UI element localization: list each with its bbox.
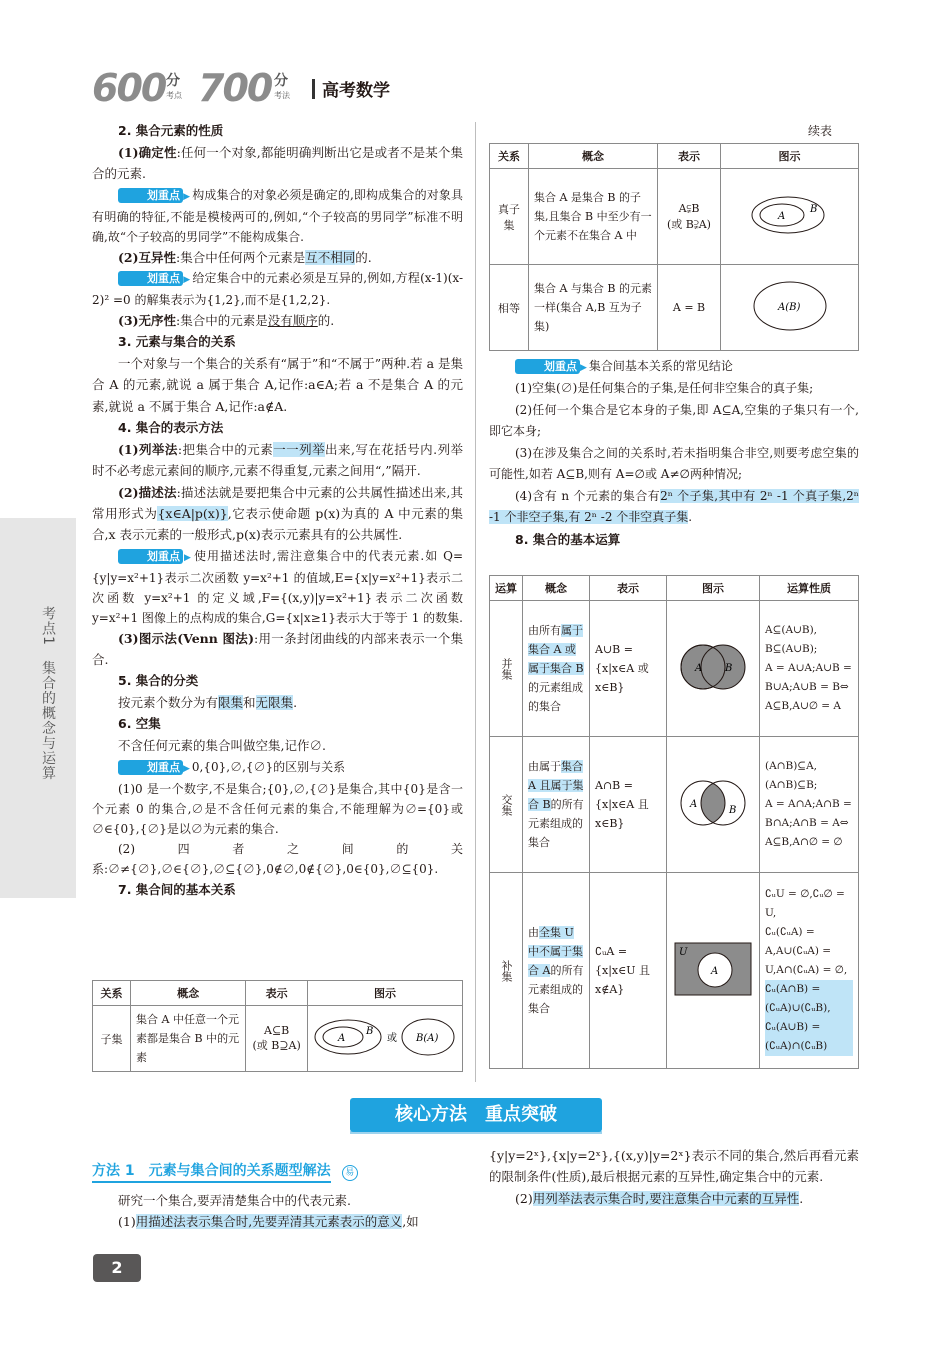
rel-name: 相等 [490,265,529,351]
s4-p1b: 出来,写在花括号内.列举时不必考虑元素间的顺序,元素不得重复,元素之间用“,”隔开. [92,442,463,479]
note2-text: 给定集合中的元素必须是互异的,例如,方程(x-1)(x-2)² =0 的解集表示为{1,2},而不是{1,2,2}. [92,270,463,307]
op-diagram [667,601,760,737]
op-concept-highlight: 属于集合 A 或属于集合 B [528,624,584,675]
rel-notation-main: A⫋B [678,201,700,215]
s4-p1 [92,439,463,482]
op-name: 并集 [490,601,523,737]
label-a: A [777,211,785,222]
op-concept [523,601,590,737]
rel-notation [658,169,721,265]
union-venn [673,637,753,697]
prop-line: A⊆B,A∩∅ = ∅ [765,836,843,848]
s7-title: 7. 集合间的基本关系 [118,881,236,897]
rel-notation-alt: (或 B⫌A) [667,217,711,231]
note4 [92,757,463,779]
prop-line: A⊆(A∪B), [765,624,818,636]
op-concept-highlight: 集合 A 且属于集合 B [528,760,584,811]
circle-b [701,645,745,689]
s5-highlight-1: 限集 [218,695,244,711]
op-concept [523,737,590,873]
brand-kaofa: 考法 [274,91,290,100]
table-row [490,265,859,351]
note2 [92,268,463,310]
s4-p2-term: (2)描述法 [118,484,177,500]
prop-line: (A∩B)⊆B; [765,779,818,791]
s4-p3 [92,628,463,671]
label-ab: A(B) [777,302,800,313]
label-u: U [679,947,688,958]
op-name: 交集 [490,737,523,873]
method-r2 [489,1188,859,1209]
s2-p1-text: :任何一个对象,都能明确判断出它是或者不是某个集合的元素. [92,145,464,182]
s5-pa: 按元素个数分为有 [118,695,219,711]
op-diagram [667,737,760,873]
rel-notation [246,1006,308,1072]
method-p2b: ,如 [402,1214,419,1230]
method-p2 [92,1211,463,1232]
label-a: A [695,663,703,674]
rel-notation: A = B [658,265,721,351]
label-b: B [809,204,817,215]
prop-line: A⊆B,A∪∅ = A [765,700,842,712]
s2-p2a: :集合中任何两个元素是 [176,249,306,265]
label-a: A [690,799,698,810]
op-props [760,737,859,873]
prop-line: A = A∩A;A∩B = B∩A;A∩B = A⇔ [765,798,852,829]
op-concept-a: 由属于 [528,760,561,773]
col-header: 概念 [529,144,658,169]
rel-name: 真子集 [490,169,529,265]
label-a: A [338,1033,346,1044]
tag-key-point: 划重点 [118,271,183,286]
triangle-icon: ▶ [183,763,190,774]
note1 [92,185,463,247]
relation-table-subset [92,980,463,1072]
op-concept [523,873,590,1069]
relation-table-cont [489,143,859,351]
method-title-text: 方法 1 元素与集合间的关系题型解法 [92,1163,331,1183]
op-concept-b: 的所有元素组成的集合 [528,798,584,849]
rel-name: 子集 [93,1006,131,1072]
col-header: 图示 [721,144,859,169]
s4-p1-highlight: 一一列举 [273,442,326,458]
prop-line: B⊆(A∪B); [765,643,818,655]
method-r2b: . [799,1190,804,1206]
or-text: 或 [387,1033,397,1044]
s4-p1a: :把集合中的元素 [177,442,274,458]
difficulty-badge: 易 [342,1165,358,1181]
s4-p3-text: :用一条封闭曲线的内部来表示一个集合. [92,630,463,667]
header-divider [312,79,315,99]
s4-p2a: :描述法就是要把集合中元素的公共属性描述出来,其常用形式为 [92,484,464,521]
c4-highlight: 2ⁿ 个子集,其中有 2ⁿ -1 个真子集,2ⁿ -1 个非空子集,有 2ⁿ -2 个非空真子集 [489,488,859,524]
label-b: B [366,1026,374,1037]
n4-p1: (1)0 是一个数字,不是集合;{0},∅,{∅}是集合,其中{0}是含一个元素 0 的集合,∅是不含任何元素的集合,不能理解为∅={0}或∅∈{0},{∅}是以∅为元素的集合. [92,781,463,836]
s6-p: 不含任何元素的集合叫做空集,记作∅. [118,738,326,754]
s4-title: 4. 集合的表示方法 [118,420,224,436]
triangle-icon: ▶ [580,363,587,373]
side-tab-text: 考点1 集合的概念与运算 [40,606,56,781]
label-ba: B(A) [416,1033,439,1044]
method-r2a: (2) [515,1190,533,1206]
col-header: 表示 [246,981,308,1006]
s2-p2-term: (2)互异性 [118,249,177,265]
n4-p2: (2)四者之间的关系:∅≠{∅},∅∈{∅},∅⊆{∅},0∉∅,0∉{∅},0∈{0},∅⊆{0}. [92,841,463,876]
conclusion-2: (2)任何一个集合是它本身的子集,即 A⊆A,空集的子集只有一个,即它本身; [489,402,859,438]
s2-p3 [92,310,463,331]
continued-label: 续表 [808,124,833,138]
s4-p1-term: (1)列举法 [118,442,178,458]
s5-mid: 和 [243,695,256,711]
proper-subset-venn [730,185,850,245]
method-r2-highlight: 用列举法表示集合时,要注意集合中元素的互异性 [532,1190,800,1206]
label-b: B [725,663,733,674]
note3 [92,546,463,628]
method-p1: 研究一个集合,要弄清楚集合中的代表元素. [118,1193,351,1208]
equal-sets-venn [730,276,850,336]
s4-p2-highlight: {x∈A|p(x)} [157,505,228,521]
subject-title: 高考数学 [322,81,390,101]
prop-line-highlight: ∁ᵤ(A∩B) = (∁ᵤA)∪(∁ᵤB), [765,980,853,1018]
c4a: (4)含有 n 个元素的集合有 [515,488,661,503]
label-b: B [729,805,737,816]
col-header: 运算 [490,576,523,601]
table-row [490,737,859,873]
col-header: 概念 [523,576,590,601]
note5 [489,356,859,378]
s2-p1-term: (1)确定性 [118,145,177,160]
col-header: 关系 [490,144,529,169]
method-p2-highlight: 用描述法表示集合时,先要弄清其元素表示的意义 [135,1214,403,1230]
op-concept-b: 的所有元素组成的集合 [528,964,584,1015]
s3-p: 一个对象与一个集合的关系有“属于”和“不属于”两种.若 a 是集合 A 的元素,就说 a 属于集合 A,记作:a∈A;若 a 不是集合 A 的元素,就说 a 不属于集合 A,记作:a∉A. [92,356,463,414]
column-divider [475,122,476,1082]
op-notation: A∩B = {x|x∈A 且 x∈B} [590,737,667,873]
rel-concept: 集合 A 中任意一个元素都是集合 B 中的元素 [131,1006,246,1072]
s5-title: 5. 集合的分类 [118,673,199,689]
conclusion-4 [489,486,859,529]
op-concept-a: 由 [528,926,539,939]
note5-text: 集合间基本关系的常见结论 [588,359,733,373]
col-header: 图示 [667,576,760,601]
s4-p2 [92,482,463,546]
header-logo [92,66,412,116]
s3-title: 3. 元素与集合的关系 [118,334,236,350]
brand-600: 600 [92,66,166,110]
s2-p3-term: (3)无序性 [118,312,177,328]
side-tab [0,518,76,898]
table-header-row [93,981,463,1006]
s2-p3b: 的. [317,312,335,328]
rel-notation-main: A⊆B [264,1024,290,1037]
right-notes [489,356,859,551]
table-row [490,873,859,1069]
prop-line: ∁ᵤU = ∅,∁ᵤ∅ = U, [765,888,845,919]
rel-diagram [721,265,859,351]
table-row [93,1006,463,1072]
col-header: 运算性质 [760,576,859,601]
method-right-text [489,1145,859,1209]
brand-fen1: 分 [166,73,180,89]
section-band: 核心方法 重点突破 [350,1098,602,1132]
tag-key-point: 划重点 [118,760,183,775]
rel-concept: 集合 A 是集合 B 的子集,且集合 B 中至少有一个元素不在集合 A 中 [529,169,658,265]
s2-p2-highlight: 互不相同 [305,249,356,265]
conclusion-3: (3)在涉及集合之间的关系时,若未指明集合非空,则要考虑空集的可能性,如若 A⊆B,则有 A=∅或 A≠∅两种情况; [489,445,859,481]
intersection-venn [673,773,753,833]
s6-title: 6. 空集 [118,716,161,732]
s2-p1 [92,142,463,185]
s2-title: 2. 集合元素的性质 [118,123,224,138]
brand-700: 700 [198,66,272,110]
col-header: 表示 [590,576,667,601]
rel-diagram [308,1006,463,1072]
s2-p2b: 的. [355,249,372,265]
op-concept-a: 由所有 [528,624,561,637]
subset-venn-diagram [310,1012,460,1062]
op-diagram [667,873,760,1069]
note3-text: 使用描述法时,需注意集合中的代表元素.如 Q={y|y=x²+1}表示二次函数 y=x²+1 的值域,E={x|y=x²+1}表示二次函数 y=x²+1 的定义域,F={(x,y)|y=x²+1}表示二次函数 y=x²+1 图像上的点构成的集合,G={x|x≥1}表示大于等于 1 的数集. [92,548,464,625]
rel-diagram [721,169,859,265]
op-notation: ∁ᵤA = {x|x∈U 且 x∉A} [590,873,667,1069]
operations-table [489,575,859,1069]
table-row [490,601,859,737]
triangle-icon: ▶ [183,274,191,285]
s4-p2b: ,它表示使命题 p(x)为真的 A 中元素的集合,x 表示元素的一般形式,p(x)表示元素具有的公共属性. [92,505,463,543]
s5-highlight-2: 无限集 [255,695,294,711]
col-header: 图示 [308,981,463,1006]
s2-p3a: :集合中的元素是 [176,312,268,328]
left-column [92,120,463,901]
s2-p2 [92,247,463,268]
label-a: A [711,966,719,977]
table-header-row [490,576,859,601]
s8-title: 8. 集合的基本运算 [515,531,621,547]
col-header: 概念 [131,981,246,1006]
page-number: 2 [93,1254,141,1282]
col-header: 关系 [93,981,131,1006]
note1-text: 构成集合的对象必须是确定的,即构成集合的对象具有明确的特征,不能是模棱两可的,例如,“个子较高的男同学”标准不明确,故“个子较高的男同学”不能构成集合. [92,187,463,244]
brand-kaodian: 考点 [166,91,182,100]
method-title [92,1160,463,1181]
table-header-row [490,144,859,169]
op-concept-b: 的元素组成的集合 [528,681,583,713]
complement-venn [673,939,753,999]
brand-fen2: 分 [274,73,288,89]
outer-ellipse-b [752,197,824,233]
tag-key-point: 划重点 [118,549,183,564]
op-notation: A∪B = {x|x∈A 或 x∈B} [590,601,667,737]
table-row [490,169,859,265]
c4b: . [688,510,693,524]
s5-end: . [293,695,298,711]
tag-key-point: 划重点 [515,359,580,374]
prop-line: A = A∪A;A∪B = B∪A;A∪B = B⇔ [765,662,852,693]
s4-p3-term: (3)图示法(Venn 图法) [118,630,254,646]
method-left-text [92,1190,463,1233]
rel-notation-alt: (或 B⊇A) [252,1039,301,1052]
s5-p [92,692,463,713]
method-p2a: (1) [118,1214,136,1230]
s2-p3-underline: 没有顺序 [267,312,318,328]
prop-line: ∁ᵤ(∁ᵤA) = A,A∪(∁ᵤA) = U,A∩(∁ᵤA) = ∅, [765,926,848,976]
op-concept-highlight: 全集 U 中不属于集合 A [528,926,583,977]
op-props [760,601,859,737]
prop-line: (A∩B)⊆A, [765,760,818,772]
prop-line-highlight: ∁ᵤ(A∪B) = (∁ᵤA)∩(∁ᵤB) [765,1018,853,1056]
method-r1: {y|y=2ˣ},{x|y=2ˣ},{(x,y)|y=2ˣ}表示不同的集合,然后再看元素的限制条件(性质),最后根据元素的互异性,确定集合中的元素. [489,1148,859,1185]
triangle-icon: ▶ [183,552,192,563]
op-props [760,873,859,1069]
col-header: 表示 [658,144,721,169]
note4-text: 0,{0},∅,{∅}的区别与关系 [191,759,346,774]
tag-key-point: 划重点 [118,188,183,203]
op-name: 补集 [490,873,523,1069]
conclusion-1: (1)空集(∅)是任何集合的子集,是任何非空集合的真子集; [515,381,814,395]
rel-concept: 集合 A 与集合 B 的元素一样(集合 A,B 互为子集) [529,265,658,351]
triangle-icon: ▶ [183,191,191,202]
